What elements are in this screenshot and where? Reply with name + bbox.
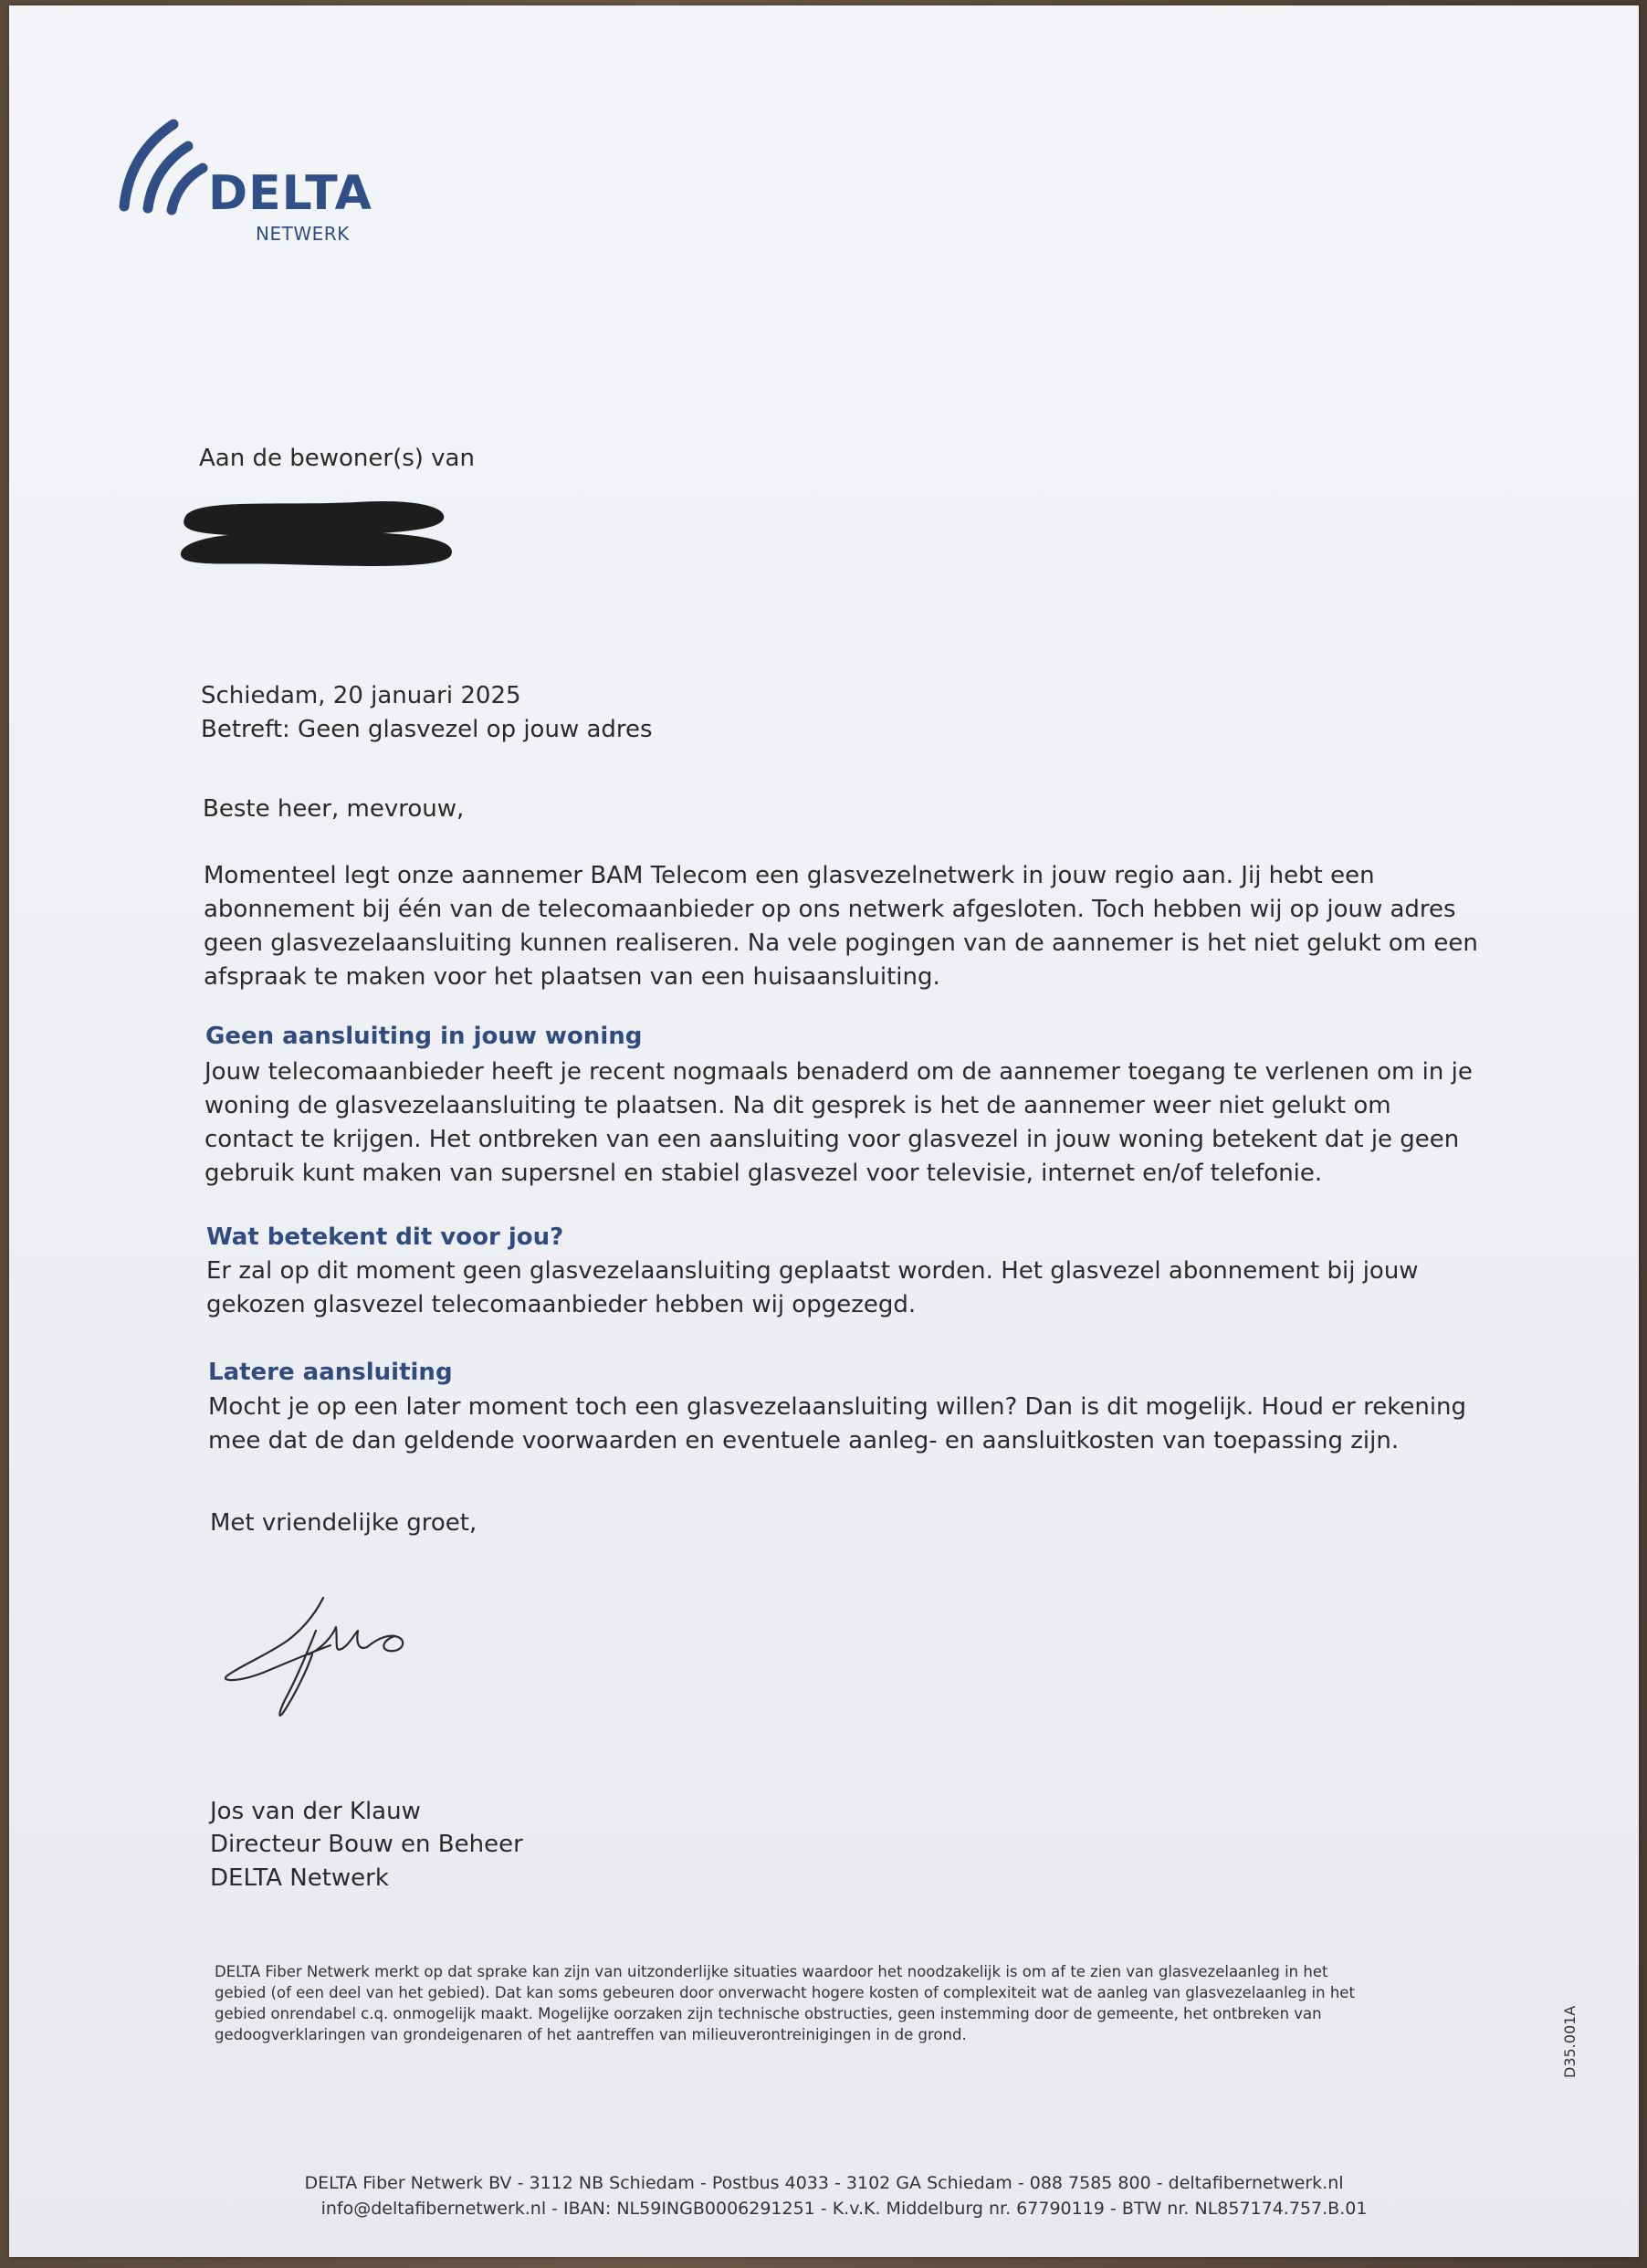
signatory-org: DELTA Netwerk xyxy=(210,1864,389,1892)
section-line: mee dat de dan geldende voorwaarden en eventuele aanleg- en aansluitkosten van toepassing zijn. xyxy=(208,1427,1400,1454)
document-reference: D35.001A xyxy=(1561,2005,1579,2078)
section-heading-no-connection: Geen aansluiting in jouw woning xyxy=(205,1023,643,1050)
salutation: Beste heer, mevrouw, xyxy=(203,795,465,823)
signal-arcs-icon xyxy=(117,115,217,215)
intro-line: geen glasvezelaansluiting kunnen realiseren. Na vele pogingen van de aannemer is het niet gelukt om een xyxy=(204,929,1478,957)
section-no-connection-body xyxy=(205,1055,1473,1191)
section-later-connection-body xyxy=(208,1391,1466,1458)
disclaimer-line: DELTA Fiber Netwerk merkt op dat sprake kan zijn van uitzonderlijke situaties waardoor het noodzakelijk is om af te zien van glasvezelaanleg in het xyxy=(215,1963,1328,1980)
section-line: Jouw telecomaanbieder heeft je recent nogmaals benaderd om de aannemer toegang te verlenen om in je xyxy=(205,1058,1473,1086)
redacted-address xyxy=(173,489,456,572)
logo-brand: DELTA xyxy=(208,166,372,221)
intro-paragraph xyxy=(204,859,1478,994)
intro-line: Momenteel legt onze aannemer BAM Telecom een glasvezelnetwerk in jouw regio aan. Jij hebt een xyxy=(204,862,1375,889)
signatory-title: Directeur Bouw en Beheer xyxy=(210,1831,523,1858)
section-line: woning de glasvezelaansluiting te plaatsen. Na dit gesprek is het de aannemer weer niet gelukt om xyxy=(205,1092,1391,1119)
disclaimer xyxy=(215,1961,1355,2045)
delta-logo xyxy=(117,115,382,252)
section-line: Mocht je op een later moment toch een glasvezelaansluiting willen? Dan is dit mogelijk. Houd er rekening xyxy=(208,1393,1467,1421)
recipient-line: Aan de bewoner(s) van xyxy=(199,445,475,472)
section-what-it-means-body xyxy=(206,1255,1419,1322)
intro-line: abonnement bij één van de telecomaanbieder op ons netwerk afgesloten. Toch hebben wij op jouw adres xyxy=(204,896,1456,923)
section-line: gekozen glasvezel telecomaanbieder hebben wij opgezegd. xyxy=(206,1291,917,1318)
section-line: Er zal op dit moment geen glasvezelaansluiting geplaatst worden. Het glasvezel abonnement bij jouw xyxy=(206,1257,1419,1285)
section-heading-later-connection: Latere aansluiting xyxy=(208,1359,453,1386)
section-line: contact te krijgen. Het ontbreken van een aansluiting voor glasvezel in jouw woning betekent dat je geen xyxy=(205,1126,1460,1153)
place-date: Schiedam, 20 januari 2025 xyxy=(201,682,521,709)
footer-line-1: DELTA Fiber Netwerk BV - 3112 NB Schiedam - Postbus 4033 - 3102 GA Schiedam - 088 7585 800 - deltafibernetwerk.nl xyxy=(304,2173,1344,2193)
disclaimer-line: gebied (of een deel van het gebied). Dat kan soms gebeuren door onverwacht hogere kosten of complexiteit wat de aanleg van glasvezelaanleg in het xyxy=(215,1984,1355,2001)
handwritten-signature xyxy=(221,1594,440,1731)
intro-line: afspraak te maken voor het plaatsen van een huisaansluiting. xyxy=(204,963,940,991)
closing: Met vriendelijke groet, xyxy=(210,1509,477,1537)
footer-line-2: info@deltafibernetwerk.nl - IBAN: NL59INGB0006291251 - K.v.K. Middelburg nr. 67790119 - BTW nr. NL857174.757.B.01 xyxy=(320,2199,1368,2219)
section-line: gebruik kunt maken van supersnel en stabiel glasvezel voor televisie, internet en/of telefonie. xyxy=(205,1160,1323,1187)
letter-page xyxy=(9,5,1639,2257)
disclaimer-line: gebied onrendabel c.q. onmogelijk maakt. Mogelijke oorzaken zijn technische obstructies, geen instemming door de gemeente, het ontbreken van xyxy=(215,2005,1322,2022)
subject-line: Betreft: Geen glasvezel op jouw adres xyxy=(201,716,653,743)
disclaimer-line: gedoogverklaringen van grondeigenaren of het aantreffen van milieuverontreinigingen in de grond. xyxy=(215,2026,967,2043)
logo-sub: NETWERK xyxy=(256,223,350,245)
section-heading-what-it-means: Wat betekent dit voor jou? xyxy=(206,1223,564,1251)
signatory-name: Jos van der Klauw xyxy=(210,1798,421,1825)
